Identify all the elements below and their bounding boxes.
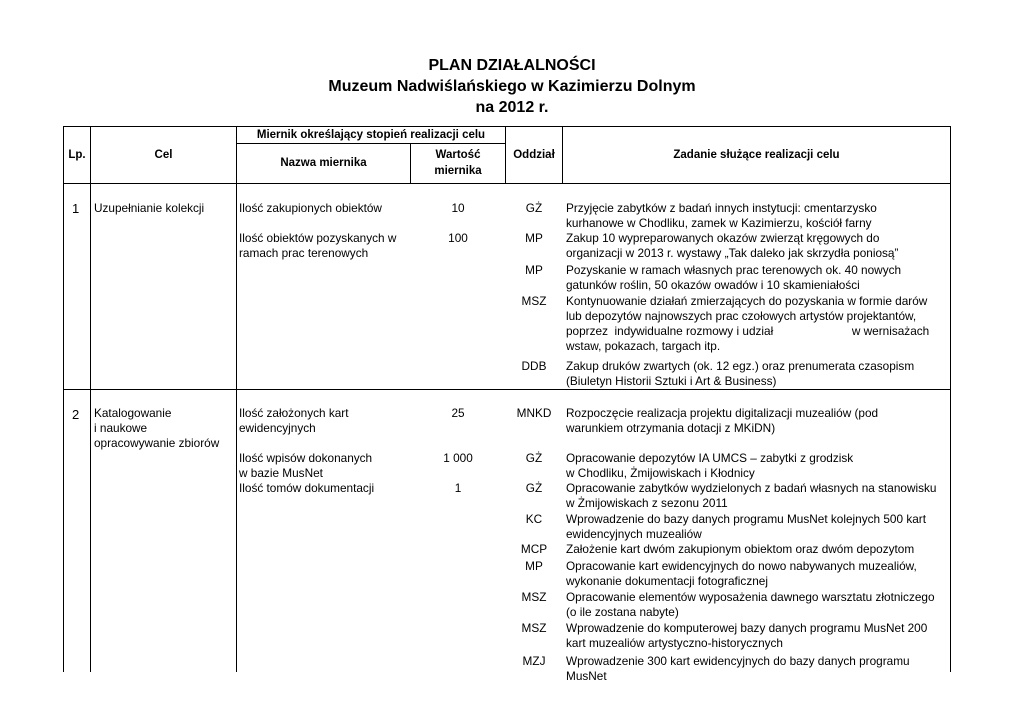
s1-task-5-dept: DDB: [521, 359, 547, 373]
s2-measure-2-name-line1: Ilość wpisów dokonanych: [239, 451, 373, 465]
s2-task-2-text-line1: Opracowanie depozytów IA UMCS – zabytki z grodzisk: [566, 451, 854, 465]
s2-task-4-text-line1: Wprowadzenie do bazy danych programu MusNet kolejnych 500 kart: [566, 512, 926, 526]
table-top-border: [63, 126, 951, 127]
s2-task-1-text-line1: Rozpoczęcie realizacja projektu digitalizacji muzealiów (pod: [566, 406, 879, 420]
s1-task-1-dept: GŻ: [525, 201, 543, 215]
s1-task-3-text-line2: gatunków roślin, 50 okazów owadów i 10 skamieniałości: [566, 278, 860, 292]
s2-measure-3-name: Ilość tomów dokumentacji: [239, 481, 375, 495]
section-1-cel: Uzupełnianie kolekcji: [94, 201, 205, 215]
miernik-subheader-line: [236, 143, 505, 144]
s1-measure-1-value: 10: [451, 201, 465, 215]
s2-measure-2-value: 1 000: [443, 451, 473, 465]
museum-name: Muzeum Nadwiślańskiego w Kazimierzu Dolnym: [328, 78, 696, 95]
section-2-cel-line3: opracowywanie zbiorów: [94, 436, 220, 450]
s1-task-4-text-line4: wstaw, pokazach, targach itp.: [566, 339, 721, 353]
s1-task-2-dept: MP: [525, 231, 543, 245]
page-title: PLAN DZIAŁALNOŚCI: [428, 57, 596, 74]
s2-measure-1-name-line2: ewidencyjnych: [239, 421, 316, 435]
s2-task-8-text-line2: kart muzealiów artystyczno-historycznych: [566, 636, 783, 650]
s2-task-3-text-line2: w Żmijowiskach z sezonu 2011: [566, 496, 728, 510]
s1-task-4-text-line2: lub depozytów najnowszych prac czołowych artystów projektantów,: [566, 309, 917, 323]
header-lp: Lp.: [68, 149, 86, 161]
s1-task-5-text-line1: Zakup druków zwartych (ok. 12 egz.) oraz prenumerata czasopism: [566, 359, 915, 373]
s2-task-7-text-line1: Opracowanie elementów wyposażenia dawnego warsztatu złotniczego: [566, 590, 935, 604]
s1-task-3-dept: MP: [525, 263, 543, 277]
s2-task-6-dept: MP: [525, 559, 543, 573]
section-1-lp: 1: [72, 201, 80, 216]
table-left-border: [63, 126, 64, 672]
header-zadanie: Zadanie służące realizacji celu: [673, 149, 840, 161]
s1-task-3-text-line1: Pozyskanie w ramach własnych prac terenowych ok. 40 nowych: [566, 263, 902, 277]
s2-task-9-text-line2: MusNet: [566, 669, 607, 683]
s2-task-6-text-line1: Opracowanie kart ewidencyjnych do nowo nabywanych muzealiów,: [566, 559, 917, 573]
s1-task-1-text-line1: Przyjęcie zabytków z badań innych instytucji: cmentarzysko: [566, 201, 877, 215]
s2-task-8-text-line1: Wprowadzenie do komputerowej bazy danych programu MusNet 200: [566, 621, 928, 635]
header-nazwa-miernika: Nazwa miernika: [280, 157, 367, 169]
s2-task-2-text-line2: w Chodliku, Żmijowiskach i Kłodnicy: [566, 466, 755, 480]
section-2-cel-line2: i naukowe: [94, 421, 148, 435]
col-divider-cel: [236, 126, 237, 672]
s1-task-4-text-line1: Kontynuowanie działań zmierzających do pozyskania w formie darów: [566, 294, 928, 308]
s1-measure-2-name-line1: Ilość obiektów pozyskanych w: [239, 231, 397, 245]
section-2-lp: 2: [72, 407, 80, 422]
s2-task-1-dept: MNKD: [516, 406, 552, 420]
s2-measure-3-value: 1: [454, 481, 462, 495]
s2-task-7-dept: MSZ: [521, 590, 547, 604]
s2-task-6-text-line2: wykonanie dokumentacji fotograficznej: [566, 574, 768, 588]
s2-task-3-text-line1: Opracowanie zabytków wydzielonych z badań własnych na stanowisku: [566, 481, 937, 495]
header-miernik-group: Miernik określający stopień realizacji celu: [256, 129, 486, 141]
s1-task-4-dept: MSZ: [521, 294, 547, 308]
s2-measure-1-name-line1: Ilość założonych kart: [239, 406, 349, 420]
section-2-cel-line1: Katalogowanie: [94, 406, 172, 420]
s1-task-4-text-line3: poprzez indywidualne rozmowy i udział w wernisażach: [566, 324, 930, 338]
s2-task-7-text-line2: (o ile zostana nabyte): [566, 605, 679, 619]
header-bottom-border: [63, 183, 951, 184]
header-wartosc-line2: miernika: [434, 165, 482, 177]
s1-measure-2-name-line2: ramach prac terenowych: [239, 246, 369, 260]
s2-task-1-text-line2: warunkiem otrzymania dotacji z MKiDN): [566, 421, 776, 435]
s2-task-4-text-line2: ewidencyjnych muzealiów: [566, 527, 702, 541]
s2-measure-1-value: 25: [451, 406, 465, 420]
section-divider: [63, 389, 951, 390]
s2-task-9-text-line1: Wprowadzenie 300 kart ewidencyjnych do bazy danych programu: [566, 654, 910, 668]
s2-task-5-text-line1: Założenie kart dwóm zakupionym obiektom oraz dwóm depozytom: [566, 542, 915, 556]
s2-task-2-dept: GŻ: [525, 451, 543, 465]
table-right-border: [950, 126, 951, 672]
header-oddzial: Oddział: [513, 149, 555, 161]
header-cel: Cel: [154, 149, 173, 161]
col-divider-lp: [90, 126, 91, 672]
s2-measure-2-name-line2: w bazie MusNet: [239, 466, 323, 480]
s2-task-5-dept: MCP: [520, 542, 548, 556]
s2-task-3-dept: GŻ: [525, 481, 543, 495]
s1-measure-2-value: 100: [448, 231, 468, 245]
s2-task-8-dept: MSZ: [521, 621, 547, 635]
plan-year: na 2012 r.: [475, 99, 549, 116]
s2-task-9-dept: MZJ: [522, 654, 546, 668]
s1-task-2-text-line1: Zakup 10 wypreparowanych okazów zwierząt kręgowych do: [566, 231, 880, 245]
s1-task-2-text-line2: organizacji w 2013 r. wystawy „Tak daleko jak skrzydła poniosą”: [566, 246, 899, 260]
s1-task-1-text-line2: kurhanowe w Chodliku, zamek w Kazimierzu, kościół farny: [566, 216, 872, 230]
s1-task-5-text-line2: (Biuletyn Historii Sztuki i Art & Business): [566, 374, 777, 388]
s2-task-4-dept: KC: [525, 512, 543, 526]
header-wartosc-line1: Wartość: [435, 149, 481, 161]
s1-measure-1-name: Ilość zakupionych obiektów: [239, 201, 382, 215]
